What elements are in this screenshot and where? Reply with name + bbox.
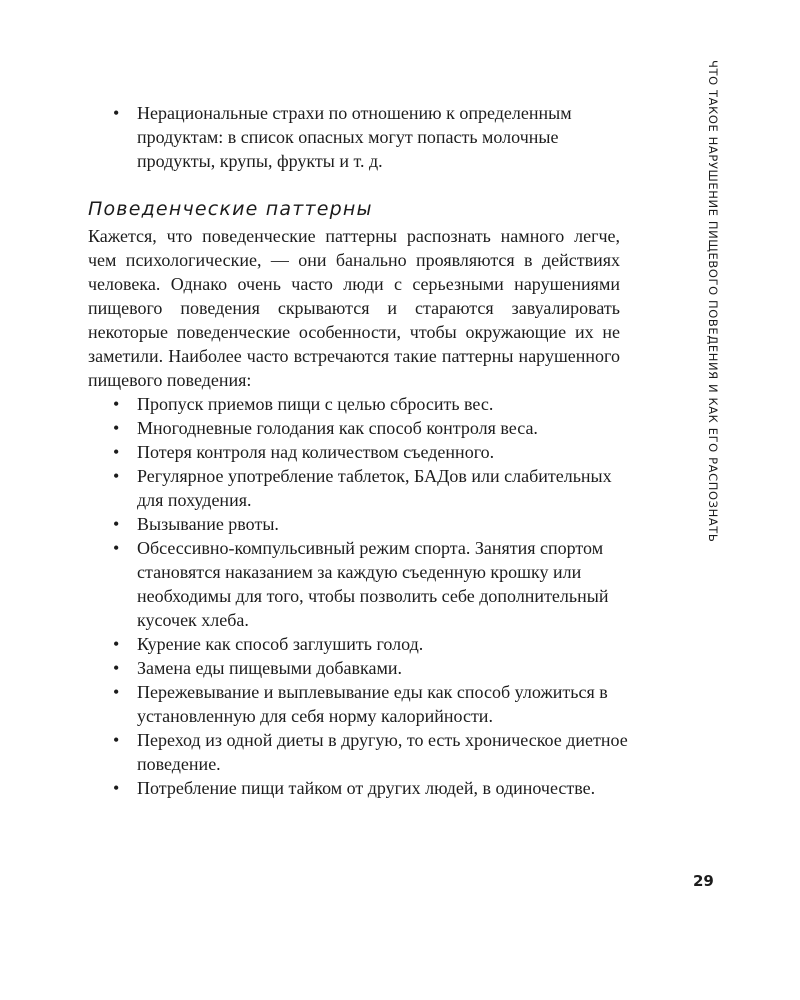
list-item [88, 536, 628, 632]
bullet-icon: • [113, 418, 120, 438]
list-item [88, 680, 628, 728]
list-item-text: Многодневные голодания как способ контроля веса. [137, 418, 538, 438]
bullet-icon: • [113, 466, 120, 486]
bullet-icon: • [113, 778, 120, 798]
list-item [88, 416, 628, 440]
page-content [88, 101, 628, 800]
page-number: 29 [693, 872, 714, 890]
list-item [88, 776, 628, 800]
section-paragraph: Кажется, что поведенческие паттерны распознать намного легче, чем психологические, — они банально проявляются в действиях человека. Однако очень часто люди с серьезными нарушениями пищевого поведения скрываются и стараются завуалировать некоторые поведенческие особенности, чтобы окружающие их не заметили. Наиболее часто встречаются такие паттерны нарушенного пищевого поведения: [88, 226, 620, 390]
list-item [88, 728, 628, 776]
section-heading: Поведенческие паттерны [88, 198, 373, 220]
list-item-text: Потеря контроля над количеством съеденного. [137, 442, 495, 462]
patterns-list [88, 392, 628, 800]
list-item-text: Переход из одной диеты в другую, то есть хроническое диетное поведение. [137, 730, 628, 774]
list-item-text: Курение как способ заглушить голод. [137, 634, 424, 654]
bullet-icon: • [113, 538, 120, 558]
bullet-icon: • [113, 514, 120, 534]
list-item-text: Замена еды пищевыми добавками. [137, 658, 403, 678]
list-item-text: Нерациональные страхи по отношению к определенным продуктам: в список опасных могут попасть молочные продукты, крупы, фрукты и т. д. [137, 103, 572, 171]
list-item-text: Пережевывание и выплевывание еды как способ уложиться в установленную для себя норму калорийности. [137, 682, 608, 726]
bullet-icon: • [113, 730, 120, 750]
list-item [88, 392, 628, 416]
bullet-icon: • [113, 394, 120, 414]
list-item [88, 101, 628, 173]
running-head: ЧТО ТАКОЕ НАРУШЕНИЕ ПИЩЕВОГО ПОВЕДЕНИЯ И КАК ЕГО РАСПОЗНАТЬ [706, 60, 720, 543]
list-item [88, 632, 628, 656]
list-item-text: Пропуск приемов пищи с целью сбросить вес. [137, 394, 494, 414]
list-item [88, 464, 628, 512]
list-item [88, 512, 628, 536]
bullet-icon: • [113, 634, 120, 654]
list-item-text: Вызывание рвоты. [137, 514, 279, 534]
list-item [88, 656, 628, 680]
bullet-icon: • [113, 658, 120, 678]
intro-list [88, 101, 628, 173]
bullet-icon: • [113, 103, 120, 123]
list-item-text: Потребление пищи тайком от других людей, в одиночестве. [137, 778, 596, 798]
bullet-icon: • [113, 682, 120, 702]
bullet-icon: • [113, 442, 120, 462]
list-item-text: Обсессивно-компульсивный режим спорта. Занятия спортом становятся наказанием за каждую съеденную крошку или необходимы для того, чтобы позволить себе дополнительный кусочек хлеба. [137, 538, 609, 630]
list-item [88, 440, 628, 464]
list-item-text: Регулярное употребление таблеток, БАДов или слабительных для похудения. [137, 466, 612, 510]
